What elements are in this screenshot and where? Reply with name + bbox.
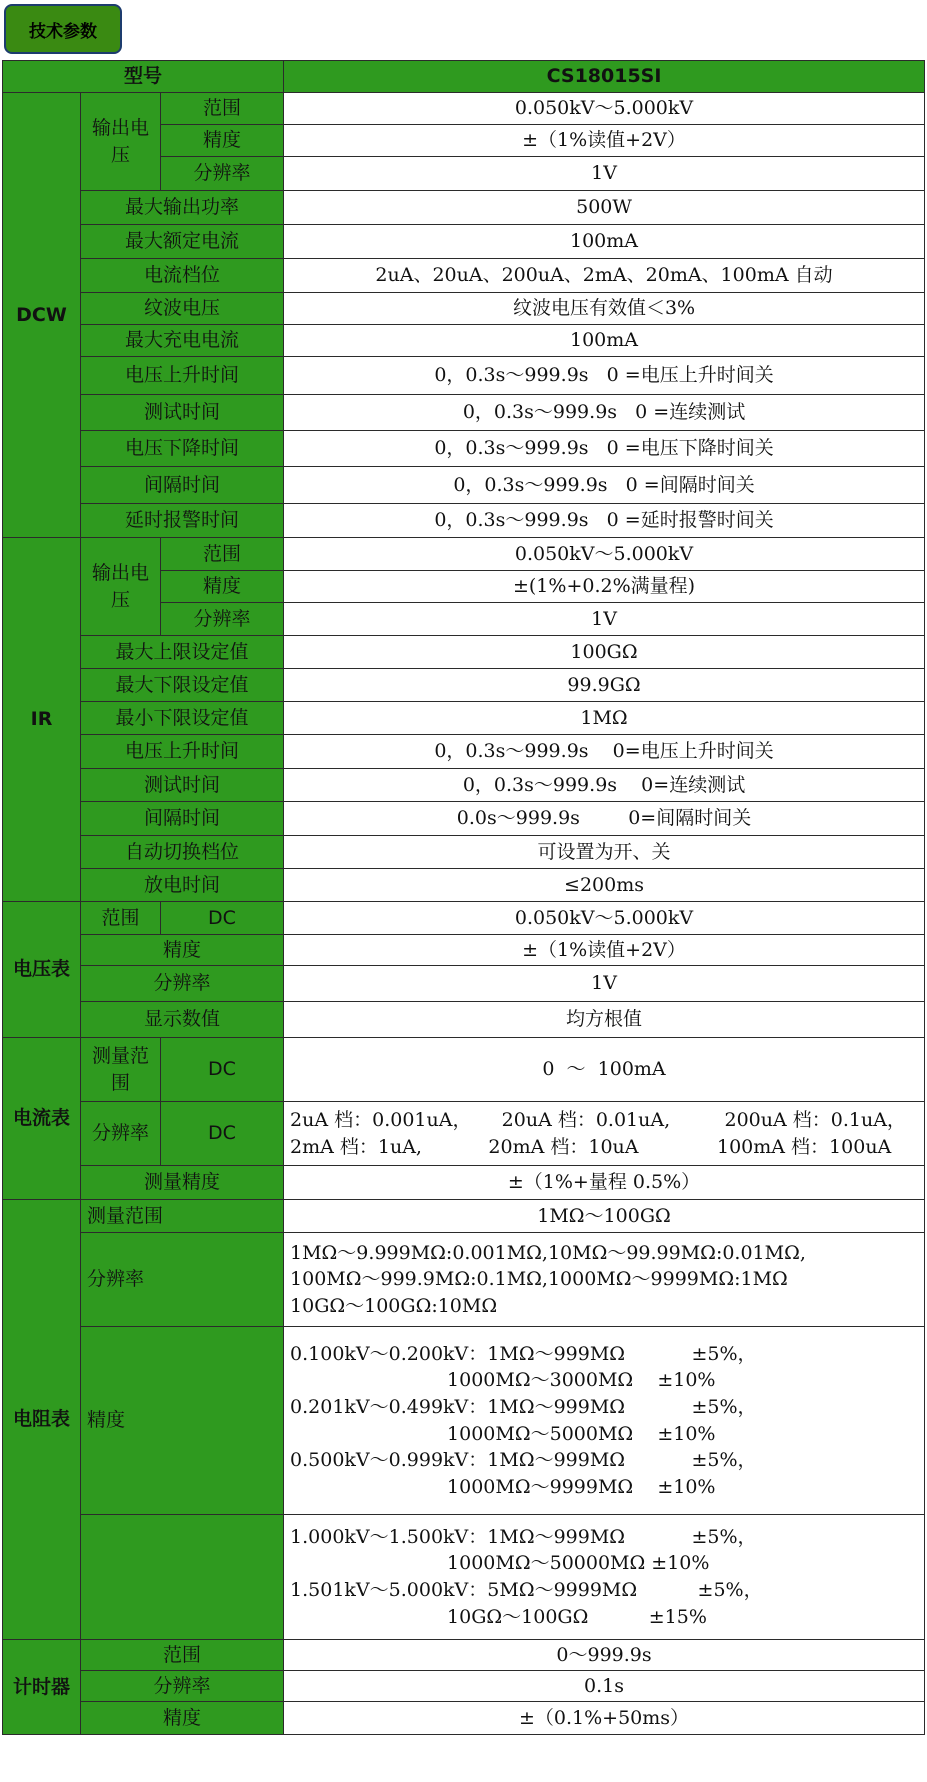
dcw-row-value: 500W bbox=[284, 191, 925, 225]
dcw-row-value: 0，0.3s～999.9s 0 =延时报警时间关 bbox=[284, 504, 925, 538]
voltmeter-display-value: 均方根值 bbox=[284, 1002, 925, 1038]
voltmeter-resolution-label: 分辨率 bbox=[81, 966, 284, 1002]
timer-section-label: 计时器 bbox=[3, 1640, 81, 1735]
ammeter-resolution-label: 分辨率 bbox=[81, 1102, 161, 1166]
dcw-section-label: DCW bbox=[3, 93, 81, 538]
ir-row-value: 0，0.3s～999.9s 0=连续测试 bbox=[284, 769, 925, 802]
ir-row-label: 最小下限设定值 bbox=[81, 702, 284, 735]
voltmeter-section-label: 电压表 bbox=[3, 902, 81, 1038]
ir-range-value: 0.050kV～5.000kV bbox=[284, 538, 925, 571]
ohmmeter-precision-line: 1000MΩ～9999MΩ ±10% bbox=[290, 1475, 716, 1498]
ir-row-value: 可设置为开、关 bbox=[284, 836, 925, 869]
voltmeter-range-value: 0.050kV～5.000kV bbox=[284, 902, 925, 935]
dcw-row-label: 最大充电电流 bbox=[81, 325, 284, 357]
model-label: 型号 bbox=[3, 61, 284, 93]
ir-row-value: 99.9GΩ bbox=[284, 669, 925, 702]
voltmeter-precision-value: ±（1%读值+2V） bbox=[284, 935, 925, 966]
ir-row-label: 电压上升时间 bbox=[81, 735, 284, 769]
ir-resolution-value: 1V bbox=[284, 603, 925, 636]
voltmeter-range-label: 范围 bbox=[81, 902, 161, 935]
ir-row-value: 0.0s～999.9s 0=间隔时间关 bbox=[284, 802, 925, 836]
ir-output-voltage-label: 输出电压 bbox=[81, 538, 161, 636]
ir-row-label: 放电时间 bbox=[81, 869, 284, 902]
ammeter-range-dc: DC bbox=[161, 1038, 284, 1102]
ohmmeter-precision-value-continued bbox=[284, 1515, 925, 1640]
ohmmeter-resolution-line: 100MΩ～999.9MΩ:0.1MΩ,1000MΩ～9999MΩ:1MΩ bbox=[290, 1268, 788, 1291]
dcw-row-label: 间隔时间 bbox=[81, 467, 284, 504]
ohmmeter-precision-line: 1000MΩ～5000MΩ ±10% bbox=[290, 1422, 716, 1445]
voltmeter-display-label: 显示数值 bbox=[81, 1002, 284, 1038]
dcw-range-value: 0.050kV～5.000kV bbox=[284, 93, 925, 125]
ohmmeter-section-label: 电阻表 bbox=[3, 1200, 81, 1640]
ohmmeter-precision-label: 精度 bbox=[81, 1327, 284, 1515]
dcw-row-label: 最大额定电流 bbox=[81, 225, 284, 259]
dcw-row-value: 0，0.3s～999.9s 0 =电压下降时间关 bbox=[284, 431, 925, 467]
ohmmeter-precision-line: 1000MΩ～50000MΩ ±10% bbox=[290, 1552, 710, 1575]
ir-row-value: ≤200ms bbox=[284, 869, 925, 902]
timer-precision-label: 精度 bbox=[81, 1702, 284, 1735]
dcw-resolution-label: 分辨率 bbox=[161, 157, 284, 191]
timer-resolution-value: 0.1s bbox=[284, 1671, 925, 1702]
ohmmeter-precision-line: 1.000kV～1.500kV：1MΩ～999MΩ ±5%， bbox=[290, 1525, 757, 1548]
dcw-row-value: 纹波电压有效值＜3% bbox=[284, 293, 925, 325]
dcw-range-label: 范围 bbox=[161, 93, 284, 125]
ohmmeter-precision-line: 0.100kV～0.200kV：1MΩ～999MΩ ±5%， bbox=[290, 1342, 757, 1365]
ir-precision-value: ±(1%+0.2%满量程) bbox=[284, 571, 925, 603]
model-value: CS18015SI bbox=[284, 61, 925, 93]
dcw-row-value: 2uA、20uA、200uA、2mA、20mA、100mA 自动 bbox=[284, 259, 925, 293]
ohmmeter-precision-line: 0.500kV～0.999kV：1MΩ～999MΩ ±5%， bbox=[290, 1449, 757, 1472]
voltmeter-resolution-value: 1V bbox=[284, 966, 925, 1002]
ammeter-range-label: 测量范围 bbox=[81, 1038, 161, 1102]
ohmmeter-range-label: 测量范围 bbox=[81, 1200, 284, 1233]
ir-row-value: 0，0.3s～999.9s 0=电压上升时间关 bbox=[284, 735, 925, 769]
dcw-output-voltage-label: 输出电压 bbox=[81, 93, 161, 191]
dcw-precision-value: ±（1%读值+2V） bbox=[284, 125, 925, 157]
dcw-row-label: 电压上升时间 bbox=[81, 357, 284, 395]
dcw-row-label: 延时报警时间 bbox=[81, 504, 284, 538]
dcw-row-label: 最大输出功率 bbox=[81, 191, 284, 225]
ammeter-resolution-dc: DC bbox=[161, 1102, 284, 1166]
ohmmeter-precision-label-blank bbox=[81, 1515, 284, 1640]
ammeter-resolution-value bbox=[284, 1102, 925, 1166]
voltmeter-precision-label: 精度 bbox=[81, 935, 284, 966]
timer-precision-value: ±（0.1%+50ms） bbox=[284, 1702, 925, 1735]
ir-section-label: IR bbox=[3, 538, 81, 902]
ohmmeter-resolution-label: 分辨率 bbox=[81, 1233, 284, 1327]
dcw-precision-label: 精度 bbox=[161, 125, 284, 157]
timer-range-label: 范围 bbox=[81, 1640, 284, 1671]
ir-precision-label: 精度 bbox=[161, 571, 284, 603]
dcw-row-value: 0，0.3s～999.9s 0 =电压上升时间关 bbox=[284, 357, 925, 395]
ir-row-label: 测试时间 bbox=[81, 769, 284, 802]
ir-row-value: 1MΩ bbox=[284, 702, 925, 735]
ir-row-label: 最大下限设定值 bbox=[81, 669, 284, 702]
dcw-row-label: 电压下降时间 bbox=[81, 431, 284, 467]
timer-range-value: 0～999.9s bbox=[284, 1640, 925, 1671]
ohmmeter-precision-line: 1000MΩ～3000MΩ ±10% bbox=[290, 1369, 716, 1392]
ir-row-label: 自动切换档位 bbox=[81, 836, 284, 869]
ammeter-section-label: 电流表 bbox=[3, 1038, 81, 1200]
ammeter-precision-label: 测量精度 bbox=[81, 1166, 284, 1200]
ir-resolution-label: 分辨率 bbox=[161, 603, 284, 636]
model-row bbox=[3, 61, 925, 93]
ohmmeter-resolution-line: 1MΩ～9.999MΩ:0.001MΩ,10MΩ～99.99MΩ:0.01MΩ, bbox=[290, 1241, 806, 1264]
ohmmeter-precision-value bbox=[284, 1327, 925, 1515]
timer-resolution-label: 分辨率 bbox=[81, 1671, 284, 1702]
dcw-resolution-value: 1V bbox=[284, 157, 925, 191]
ammeter-range-value: 0 ～ 100mA bbox=[284, 1038, 925, 1102]
ohmmeter-resolution-line: 10GΩ～100GΩ:10MΩ bbox=[290, 1294, 498, 1317]
ohmmeter-precision-line: 1.501kV～5.000kV：5MΩ～9999MΩ ±5%， bbox=[290, 1579, 763, 1601]
ohmmeter-resolution-value bbox=[284, 1233, 925, 1327]
spec-table bbox=[2, 60, 925, 1735]
dcw-row-label: 测试时间 bbox=[81, 395, 284, 431]
voltmeter-range-dc: DC bbox=[161, 902, 284, 935]
dcw-row-value: 0，0.3s～999.9s 0 =间隔时间关 bbox=[284, 467, 925, 504]
dcw-row-label: 纹波电压 bbox=[81, 293, 284, 325]
ohmmeter-precision-line: 0.201kV～0.499kV：1MΩ～999MΩ ±5%， bbox=[290, 1395, 757, 1418]
dcw-row-value: 100mA bbox=[284, 325, 925, 357]
ir-row-label: 最大上限设定值 bbox=[81, 636, 284, 669]
ammeter-resolution-line: 2uA 档：0.001uA， 20uA 档：0.01uA, 200uA 档：0.1uA， bbox=[290, 1108, 906, 1131]
ir-row-label: 间隔时间 bbox=[81, 802, 284, 836]
ohmmeter-precision-line: 10GΩ～100GΩ ±15% bbox=[290, 1605, 707, 1628]
dcw-row-value: 100mA bbox=[284, 225, 925, 259]
ir-range-label: 范围 bbox=[161, 538, 284, 571]
dcw-row-value: 0，0.3s～999.9s 0 =连续测试 bbox=[284, 395, 925, 431]
ammeter-resolution-line: 2mA 档：1uA, 20mA 档：10uA 100mA 档：100uA bbox=[290, 1135, 892, 1158]
dcw-row-label: 电流档位 bbox=[81, 259, 284, 293]
tech-params-button[interactable]: 技术参数 bbox=[4, 4, 122, 54]
ohmmeter-range-value: 1MΩ～100GΩ bbox=[284, 1200, 925, 1233]
ammeter-precision-value: ±（1%+量程 0.5%） bbox=[284, 1166, 925, 1200]
ir-row-value: 100GΩ bbox=[284, 636, 925, 669]
